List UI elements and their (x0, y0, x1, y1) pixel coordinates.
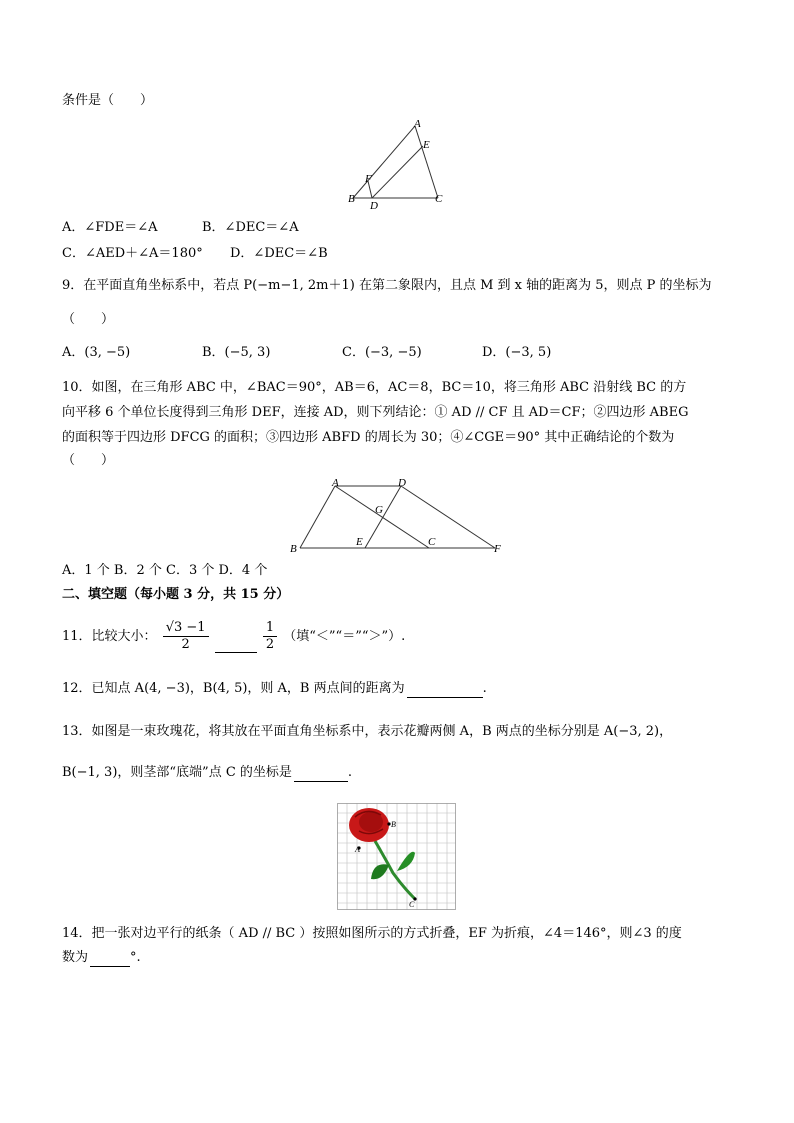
q10-options: A．1 个 B．2 个 C．3 个 D．4 个 (62, 563, 268, 578)
q10-stem-paren: （ ） (62, 453, 115, 468)
q11-fraction-right (263, 620, 277, 653)
q14-stem-2: 数为 (62, 950, 89, 965)
q10-translation-figure (285, 476, 510, 556)
q9-option-b: B．(−5, 3) (202, 345, 271, 360)
q10-stem-2: 向平移 6 个单位长度得到三角形 DEF，连接 AD，则下列结论：① AD // CF 且 AD＝CF；②四边形 ABEG (62, 405, 689, 420)
q8-stem-tail: 条件是（ ） (62, 93, 154, 108)
q9-stem-paren: （ ） (62, 312, 115, 327)
q14-answer-blank[interactable] (90, 952, 130, 967)
q8-label-a: A (414, 118, 421, 130)
q11-frac1-num: √3 −1 (163, 620, 209, 637)
q8-label-e: E (423, 139, 430, 151)
q13-rose-grid-figure (337, 803, 457, 911)
q10-label-e: E (356, 536, 363, 548)
q8-option-c: C．∠AED＋∠A＝180° (62, 246, 203, 261)
q12-line (62, 680, 487, 698)
q10-label-b: B (290, 543, 297, 555)
q11-line (62, 620, 405, 653)
q9-stem: 9．在平面直角坐标系中，若点 P(−m−1, 2m＋1) 在第二象限内，且点 M 到 x 轴的距离为 5，则点 P 的坐标为 (62, 278, 712, 293)
q14-line-2 (62, 949, 141, 967)
q8-label-b: B (348, 193, 355, 205)
q10-label-g: G (375, 504, 383, 516)
q11-suffix: （填“＜”“＝”“＞”）. (283, 629, 406, 644)
q8-label-c: C (435, 193, 443, 205)
q12-text: 12．已知点 A(4, −3)，B(4, 5)，则 A，B 两点间的距离为 (62, 681, 405, 696)
q8-label-f: F (365, 173, 372, 185)
q11-frac2-den: 2 (265, 637, 275, 652)
q13-label-a: A (355, 845, 360, 854)
q11-answer-blank[interactable] (215, 638, 257, 653)
q8-option-a: A．∠FDE＝∠A (62, 220, 158, 235)
q11-frac2-num: 1 (263, 620, 277, 637)
q9-option-c: C．(−3, −5) (342, 345, 422, 360)
q13-label-b: B (391, 820, 396, 829)
q10-label-a: A (332, 477, 339, 489)
q11-prefix: 11．比较大小： (62, 629, 157, 644)
q10-label-c: C (428, 536, 436, 548)
q11-frac1-den: 2 (181, 637, 190, 652)
q11-fraction-left (163, 620, 209, 653)
q9-option-d: D．(−3, 5) (482, 345, 552, 360)
q13-line-2 (62, 764, 352, 782)
q13-label-c: C (409, 900, 415, 909)
q10-stem-3: 的面积等于四边形 DFCG 的面积；③四边形 ABFD 的周长为 30；④∠CGE＝90° 其中正确结论的个数为 (62, 430, 675, 445)
q10-label-f: F (494, 543, 501, 555)
q12-end: . (482, 681, 487, 696)
q8-option-d: D．∠DEC＝∠B (230, 246, 328, 261)
q14-stem-1: 14．把一张对边平行的纸条（ AD // BC ）按照如图所示的方式折叠，EF 为折痕，∠4＝146°，则∠3 的度 (62, 926, 682, 941)
q14-end: °. (130, 950, 141, 965)
q8-label-d: D (370, 200, 378, 212)
q10-stem-1: 10．如图，在三角形 ABC 中，∠BAC＝90°，AB＝6，AC＝8，BC＝10，将三角形 ABC 沿射线 BC 的方 (62, 380, 687, 395)
q13-stem-1: 13．如图是一束玫瑰花，将其放在平面直角坐标系中，表示花瓣两侧 A，B 两点的坐标分别是 A(−3, 2)， (62, 724, 673, 739)
q13-end: . (347, 765, 353, 780)
q8-option-b: B．∠DEC＝∠A (202, 220, 299, 235)
q12-answer-blank[interactable] (407, 683, 483, 698)
q13-answer-blank[interactable] (294, 767, 348, 782)
q10-label-d: D (398, 477, 406, 489)
q9-option-a: A．(3, −5) (62, 345, 131, 360)
q8-triangle-figure (345, 116, 450, 212)
q13-stem-2: B(−1, 3)，则茎部“底端”点 C 的坐标是 (62, 765, 292, 780)
section-heading: 二、填空题（每小题 3 分，共 15 分） (62, 587, 290, 602)
